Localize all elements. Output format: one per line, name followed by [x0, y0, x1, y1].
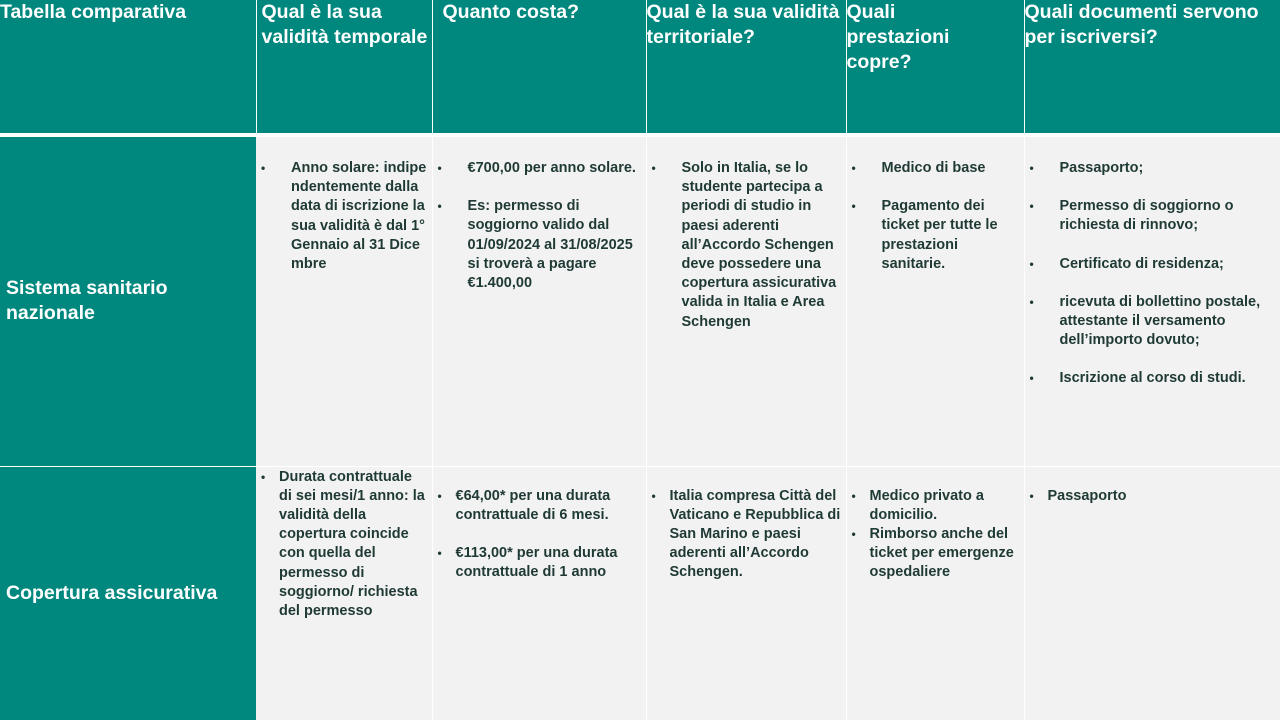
list-item: • Passaporto [1025, 487, 1280, 506]
list-item: • Durata contrattuale di sei mesi/1 anno: la validità della copertura coincide con quella del permesso di soggiorno/ richiesta del permesso [256, 468, 432, 622]
list-item: • €700,00 per anno solare. [433, 159, 646, 178]
cell-ssn-documenti [1024, 135, 1280, 466]
header-documenti: Quali documenti servono per iscriversi? [1024, 0, 1280, 135]
header-validita-territoriale: Qual è la sua validità territoriale? [646, 0, 846, 135]
bullet-list [847, 487, 1024, 583]
header-costo: Quanto costa? [432, 0, 646, 135]
table-row [0, 466, 1280, 720]
cell-ssn-costo [432, 135, 646, 466]
cell-cop-validita-temporale [256, 466, 432, 720]
bullet-list [847, 159, 1024, 274]
list-item: • Iscrizione al corso di studi. [1025, 369, 1280, 388]
bullet-list [256, 468, 432, 622]
bullet-list [647, 487, 846, 583]
bullet-list [647, 159, 846, 332]
header-prestazioni: Quali prestazioni copre? [846, 0, 1024, 135]
cell-ssn-validita-territoriale [646, 135, 846, 466]
row-label-ssn: Sistema sanitario nazionale [0, 135, 256, 466]
list-item: • Rimborso anche del ticket per emergenze ospedaliere [847, 525, 1024, 583]
list-item: • Certificato di residenza; [1025, 255, 1280, 274]
cell-ssn-validita-temporale [256, 135, 432, 466]
list-item: • Pagamento dei ticket per tutte le prestazioni sanitarie. [847, 197, 1024, 274]
list-item: • Italia compresa Città del Vaticano e Repubblica di San Marino e paesi aderenti all’Accordo Schengen. [647, 487, 846, 583]
header-row [0, 0, 1280, 135]
list-item: • Passaporto; [1025, 159, 1280, 178]
cell-ssn-prestazioni [846, 135, 1024, 466]
list-item: • €64,00* per una durata contrattuale di 6 mesi. [433, 487, 646, 525]
table-row [0, 135, 1280, 466]
list-item: • Anno solare: indipendentemente dalla data di iscrizione la sua validità è dal 1° Gennaio al 31 Dicembre [256, 159, 432, 274]
bullet-list [433, 487, 646, 583]
list-item: • Es: permesso di soggiorno valido dal 01/09/2024 al 31/08/2025 si troverà a pagare €1.400,00 [433, 197, 646, 293]
bullet-list [1025, 487, 1280, 506]
cell-cop-documenti [1024, 466, 1280, 720]
bullet-list [433, 159, 646, 293]
list-item: • Permesso di soggiorno o richiesta di rinnovo; [1025, 197, 1280, 235]
list-item: • Medico privato a domicilio. [847, 487, 1024, 525]
list-item: • €113,00* per una durata contrattuale di 1 anno [433, 544, 646, 582]
row-label-copertura: Copertura assicurativa [0, 466, 256, 720]
cell-cop-prestazioni [846, 466, 1024, 720]
header-validita-temporale: Qual è la sua validità temporale [256, 0, 432, 135]
list-item: • Medico di base [847, 159, 1024, 178]
bullet-list [256, 159, 432, 274]
header-corner: Tabella comparativa [0, 0, 256, 135]
list-item: • ricevuta di bollettino postale, attestante il versamento dell’importo dovuto; [1025, 293, 1280, 351]
list-item: • Solo in Italia, se lo studente partecipa a periodi di studio in paesi aderenti all’Accordo Schengen deve possedere una copertura assicurativa valida in Italia e Area Schengen [647, 159, 846, 332]
cell-cop-costo [432, 466, 646, 720]
cell-cop-validita-territoriale [646, 466, 846, 720]
bullet-list [1025, 159, 1280, 389]
